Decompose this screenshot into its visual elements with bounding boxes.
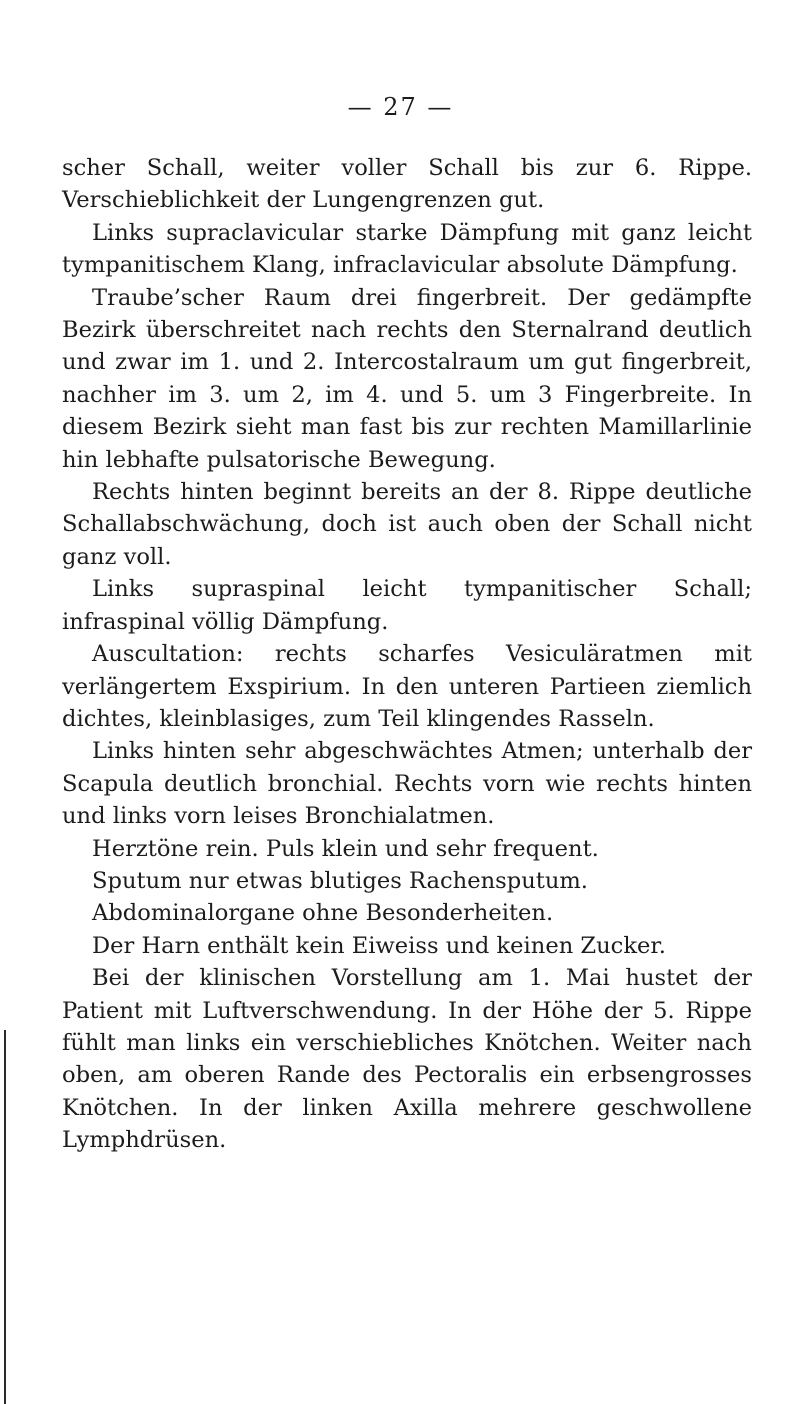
page-body [62, 152, 752, 1157]
paragraph-auscultation: Auscultation: rechts scharfes Vesiculäratmen mit verlängertem Exspirium. In den unteren Partieen ziemlich dichtes, kleinblasiges, zum Teil klingendes Rasseln. [62, 641, 752, 732]
page-number: — 27 — [347, 93, 454, 121]
paragraph-harn: Der Harn enthält kein Eiweiss und keinen Zucker. [92, 932, 666, 959]
scan-edge-line [4, 1030, 6, 1404]
paragraph-traube-raum: Traube’scher Raum drei fingerbreit. Der gedämpfte Bezirk überschreitet nach rechts den Sternalrand deutlich und zwar im 1. und 2. Intercostalraum um gut fingerbreit, nachher im 3. um 2, im 4. und 5. um 3 Fingerbreite. In diesem Bezirk sieht man fast bis zur rechten Mamillarlinie hin lebhafte pulsatorische Bewegung. [62, 284, 752, 473]
paragraph-sputum: Sputum nur etwas blutiges Rachensputum. [92, 867, 588, 894]
paragraph-klinische-vorstellung: Bei der klinischen Vorstellung am 1. Mai hustet der Patient mit Luftverschwendung. In der Höhe der 5. Rippe fühlt man links ein verschiebliches Knötchen. Weiter nach oben, am oberen Rande des Pectoralis ein erbsengrosses Knötchen. In der linken Axilla mehrere geschwollene Lymphdrüsen. [62, 965, 752, 1154]
paragraph-links-hinten: Links hinten sehr abgeschwächtes Atmen; unterhalb der Scapula deutlich bronchial. Rechts vorn wie rechts hinten und links vorn leises Bronchialatmen. [62, 738, 752, 830]
paragraph-rechts-hinten: Rechts hinten beginnt bereits an der 8. Rippe deutliche Schallabschwächung, doch ist auch oben der Schall nicht ganz voll. [62, 479, 752, 570]
paragraph-continued: scher Schall, weiter voller Schall bis zur 6. Rippe. Verschieblichkeit der Lungengrenzen gut. [62, 155, 752, 214]
paragraph-links-supraspinal: Links supraspinal leicht tympanitischer Schall; infraspinal völlig Dämpfung. [62, 576, 752, 635]
paragraph-herztoene: Herztöne rein. Puls klein und sehr frequent. [92, 835, 599, 862]
paragraph-abdominalorgane: Abdominalorgane ohne Besonderheiten. [92, 900, 554, 927]
paragraph-links-supraclavicular: Links supraclavicular starke Dämpfung mit ganz leicht tympanitischem Klang, infraclavicular absolute Dämpfung. [62, 219, 752, 279]
